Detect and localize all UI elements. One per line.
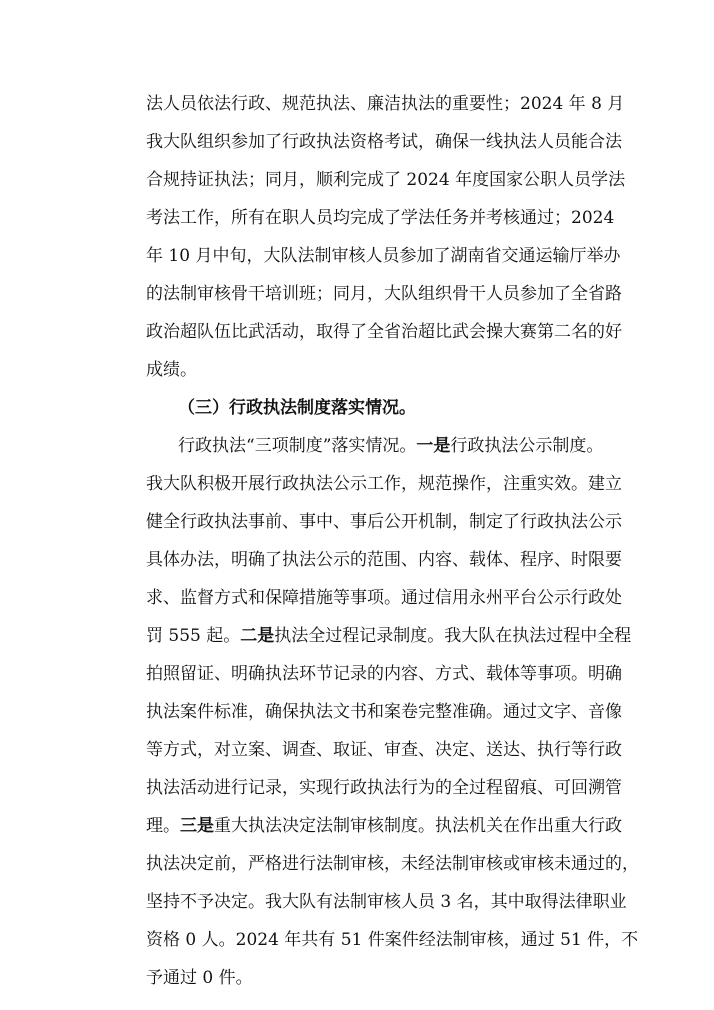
paragraph-line: 拍照留证、明确执法环节记录的内容、方式、载体等事项。明确	[146, 664, 622, 684]
paragraph-line: 资格 0 人。2024 年共有 51 件案件经法制审核，通过 51 件，不	[146, 930, 639, 950]
section-heading: （三）行政执法制度落实情况。	[178, 398, 416, 418]
paragraph-line: 政治超队伍比武活动，取得了全省治超比武会操大赛第二名的好	[146, 322, 622, 342]
paragraph-line: 的法制审核骨干培训班；同月，大队组织骨干人员参加了全省路	[146, 284, 622, 304]
paragraph-line: 等方式，对立案、调查、取证、审查、决定、送达、执行等行政	[146, 740, 622, 760]
paragraph-line: 年 10 月中旬，大队法制审核人员参加了湖南省交通运输厅举办	[146, 246, 621, 266]
bold-marker: 三是	[180, 816, 214, 836]
text-span: 行政执法“三项制度”落实情况。	[178, 436, 417, 456]
paragraph-line: 成绩。	[146, 360, 197, 380]
text-span: 重大执法决定法制审核制度。执法机关在作出重大行政	[214, 816, 622, 836]
paragraph-line: 求、监督方式和保障措施等事项。通过信用永州平台公示行政处	[146, 588, 622, 608]
paragraph-line: 考法工作，所有在职人员均完成了学法任务并考核通过；2024	[146, 208, 615, 228]
paragraph-line: 予通过 0 件。	[146, 968, 253, 988]
paragraph-line: 我大队组织参加了行政执法资格考试，确保一线执法人员能合法	[146, 132, 622, 152]
paragraph-line: 具体办法，明确了执法公示的范围、内容、载体、程序、时限要	[146, 550, 622, 570]
paragraph-line: 法人员依法行政、规范执法、廉洁执法的重要性；2024 年 8 月	[146, 94, 625, 114]
paragraph-line: 执法活动进行记录，实现行政执法行为的全过程留痕、可回溯管	[146, 778, 622, 798]
paragraph-line: 合规持证执法；同月，顺利完成了 2024 年度国家公职人员学法	[146, 170, 626, 190]
text-span: 行政执法公示制度。	[450, 436, 604, 456]
paragraph-line: 健全行政执法事前、事中、事后公开机制，制定了行政执法公示	[146, 512, 622, 532]
paragraph-line: 执法决定前，严格进行法制审核，未经法制审核或审核未通过的，	[146, 854, 639, 874]
paragraph-line: 坚持不予决定。我大队有法制审核人员 3 名，其中取得法律职业	[146, 892, 627, 912]
bold-marker: 二是	[240, 626, 275, 646]
text-span: 理。	[146, 816, 180, 836]
text-span: 罚 555 起。	[146, 626, 241, 646]
paragraph-line	[178, 436, 604, 456]
bold-marker: 一是	[416, 436, 451, 456]
paragraph-line	[146, 816, 622, 836]
paragraph-line: 我大队积极开展行政执法公示工作，规范操作，注重实效。建立	[146, 474, 622, 494]
paragraph-line: 执法案件标准，确保执法文书和案卷完整准确。通过文字、音像	[146, 702, 622, 722]
paragraph-line	[146, 626, 632, 646]
text-span: 执法全过程记录制度。我大队在执法过程中全程	[274, 626, 632, 646]
